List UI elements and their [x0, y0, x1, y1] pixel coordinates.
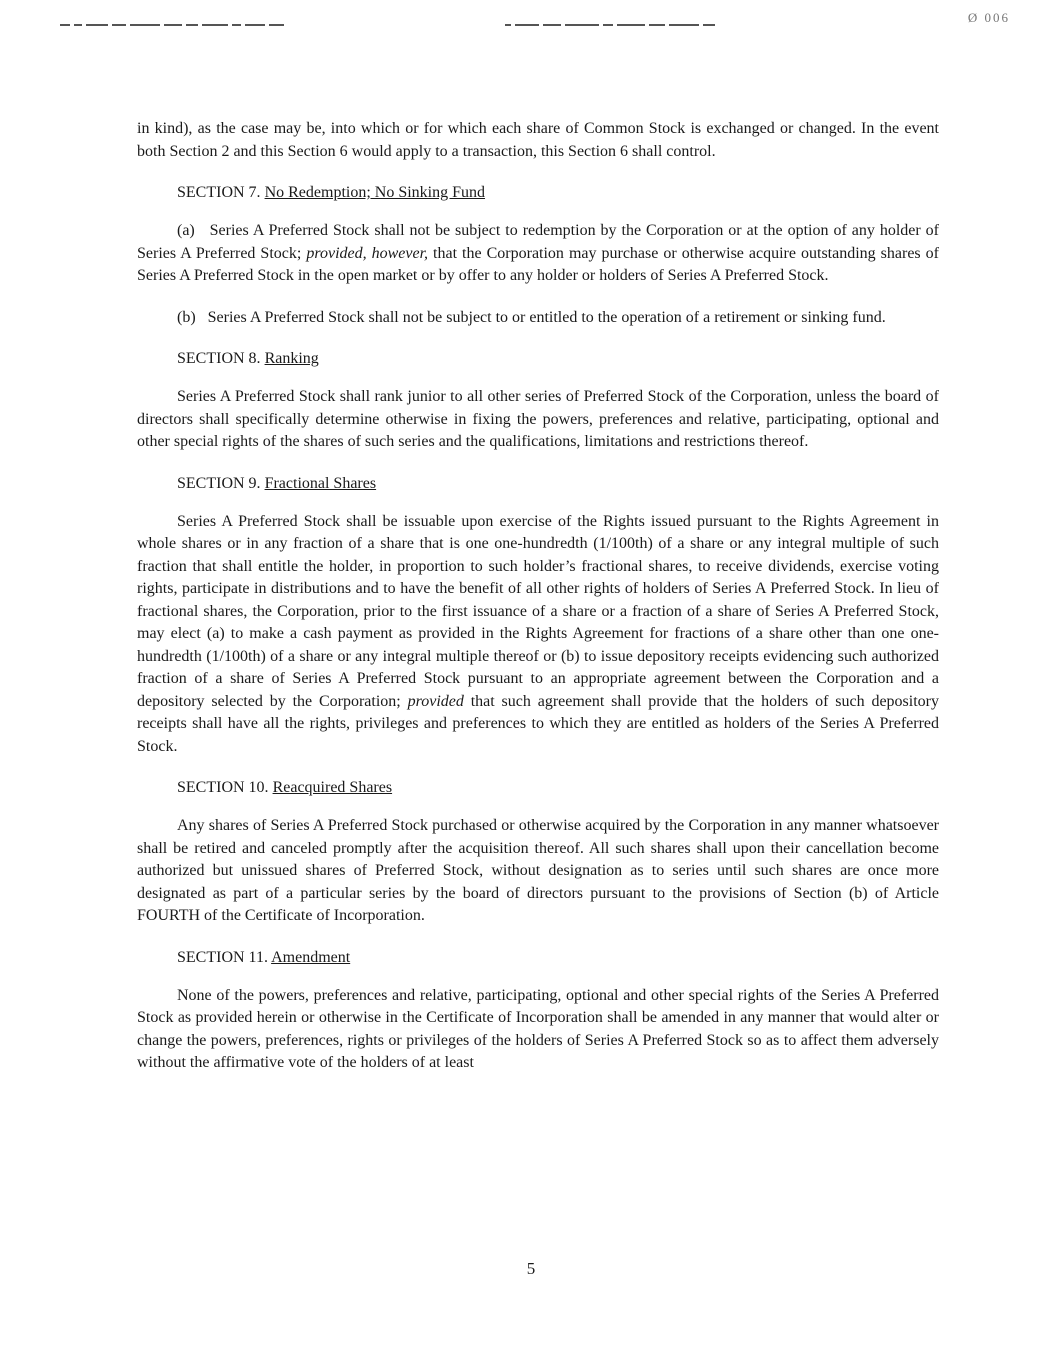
continuation-paragraph: in kind), as the case may be, into which or for which each share of Common Stock is exchanged or changed. In the event both Section 2 and this Section 6 would apply to a transaction, this Section 6 shall control. — [137, 120, 939, 160]
section-11-label: SECTION 11. — [177, 948, 268, 966]
section-9-paragraph — [137, 511, 939, 759]
section-10-paragraph: Any shares of Series A Preferred Stock purchased or otherwise acquired by the Corporation in any manner whatsoever shall be retired and canceled promptly after the acquisition thereof. All such shares shall upon their cancellation become authorized but unissued shares of Preferred Stock, without designation as to series until such shares are once more designated as part of a particular series by the board of directors pursuant to the provisions of Section (b) of Article FOURTH of the Certificate of Incorporation. — [137, 817, 939, 924]
section-7-title: No Redemption; No Sinking Fund — [264, 184, 486, 201]
section-7a-paragraph — [137, 220, 939, 288]
fax-page-id: Ø 006 — [967, 10, 1010, 25]
section-9-label: SECTION 9. — [177, 474, 261, 492]
section-10-heading — [137, 777, 939, 799]
section-8-heading — [137, 348, 939, 370]
section-11-title: Amendment — [271, 948, 351, 966]
section-7b-paragraph: (b) Series A Preferred Stock shall not be subject to or entitled to the operation of a retirement or sinking fund. — [177, 308, 886, 326]
section-10-title: Reacquired Shares — [272, 779, 393, 796]
fax-header-noise-left — [60, 16, 288, 22]
section-7a-text-start: (a) Series A Preferred Stock shall not be subject to redemption by the Corporation or at the option of any holder of Series A Preferred Stock; — [137, 222, 939, 262]
section-7-label: SECTION 7. — [177, 184, 261, 201]
document-body — [137, 118, 939, 1075]
section-8-label: SECTION 8. — [177, 350, 261, 367]
section-8-paragraph: Series A Preferred Stock shall rank junior to all other series of Preferred Stock of the Corporation, unless the board of directors shall specifically determine otherwise in fixing the powers, preferences and relative, participating, optional and other special rights of the shares of such series and the qualifications, limitations and restrictions thereof. — [137, 388, 939, 450]
fax-header — [0, 10, 1062, 34]
section-9-text-start: Series A Preferred Stock shall be issuable upon exercise of the Rights issued pursuant to the Rights Agreement in whole shares or in any fraction of a share that is one one-hundredth (1/100th) of a share or any integral multiple of such fraction that shall entitle the holder, in proportion to such holder’s fractional shares, to receive dividends, exercise voting rights, participate in distributions and to have the benefit of all other rights of holders of Series A Preferred Stock. In lieu of fractional shares, the Corporation, prior to the first issuance of a share or a fraction of a share of Series A Preferred Stock, may elect (a) to make a cash payment as provided in the Rights Agreement for fractions of a share other than one one-hundredth (1/100th) of a share or any integral multiple thereof or (b) to issue depository receipts evidencing such authorized fraction of a share of Series A Preferred Stock pursuant to an appropriate agreement between the Corporation and a depository selected by the Corporation; — [137, 512, 939, 710]
section-7-heading — [137, 182, 939, 204]
section-8-title: Ranking — [264, 350, 319, 367]
section-7a-text-end: that the Corporation may purchase or otherwise acquire outstanding shares of Series A Preferred Stock in the open market or by offer to any holder or holders of Series A Preferred Stock. — [137, 244, 939, 284]
page-number: 5 — [526, 1259, 536, 1278]
section-9-heading — [137, 473, 939, 495]
section-7a-proviso: provided, however, — [306, 244, 429, 262]
section-9-proviso: provided — [407, 692, 464, 710]
section-9-title: Fractional Shares — [264, 474, 377, 492]
fax-header-noise-center — [505, 16, 719, 22]
section-10-label: SECTION 10. — [177, 779, 269, 796]
section-11-heading — [137, 947, 939, 969]
section-11-paragraph: None of the powers, preferences and relative, participating, optional and other special rights of the Series A Preferred Stock as provided herein or otherwise in the Certificate of Incorporation shall be amended in any manner that would alter or change the powers, preferences, rights or privileges of the holders of Series A Preferred Stock so as to affect them adversely without the affirmative vote of the holders of at least — [137, 986, 939, 1071]
section-9-text-end: that such agreement shall provide that the holders of such depository receipts shall have all the rights, privileges and preferences to which they are entitled as holders of the Series A Preferred Stock. — [137, 692, 939, 755]
